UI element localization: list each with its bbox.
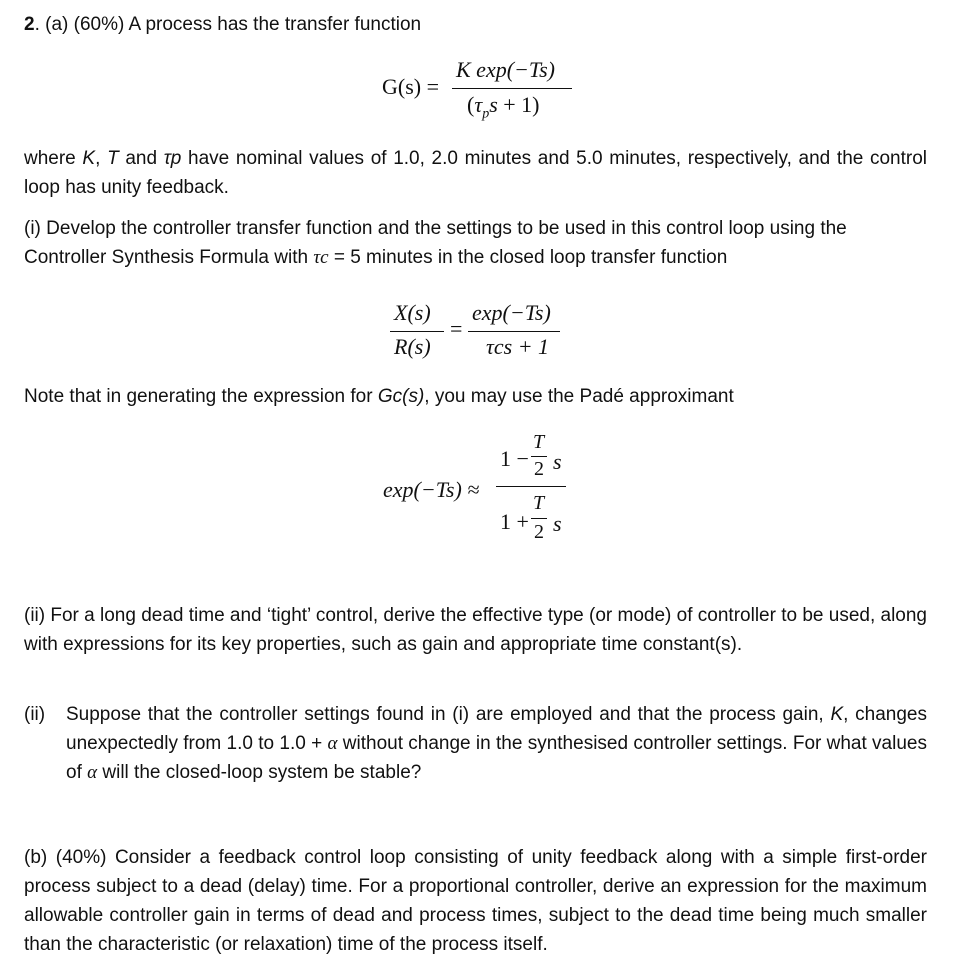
eq3-bottom-one: 1 + — [500, 509, 529, 534]
eq3-bottom-s: s — [553, 511, 562, 536]
eq3-bottom-two: 2 — [534, 521, 544, 543]
eq1-fraction-bar — [452, 88, 572, 89]
eq3-top-s: s — [553, 449, 562, 474]
eq3-top-T: T — [533, 431, 545, 453]
eq1-numerator: K exp(−Ts) — [456, 57, 555, 82]
eq1-lhs: G(s) = — [382, 74, 440, 99]
eq3-lhs: exp(−Ts) ≈ — [383, 477, 480, 502]
eq2-rhs-numerator: exp(−Ts) — [472, 300, 551, 325]
eq1-denominator: $(\tau_ps + 1)$ — [467, 92, 540, 122]
paragraph-part-b: (b) (40%) Consider a feedback control loop consisting of unity feedback along with a simple first-order process subject to a dead (delay) time. For a proportional controller, derive an expression for the maximum allowable controller gain in terms of dead and process times, subject to the dead time being much smaller than the characteristic (or relaxation) time of the process itself. — [24, 847, 927, 955]
eq3-top-one: 1 − — [500, 446, 529, 471]
eq3-bottom-T: T — [533, 492, 545, 514]
eq2-lhs-bar — [390, 331, 444, 332]
item-label: (ii) — [24, 704, 46, 725]
eq2-rhs-bar — [468, 331, 560, 332]
eq3-bottom-small-bar — [531, 518, 547, 519]
paragraph-part-ii-controller-type: (ii) For a long dead time and ‘tight’ control, derive the effective type (or mode) of controller to be used, along with expressions for its key properties, such as gain and appropriate time constant(s). — [24, 605, 927, 655]
eq2-rhs-denominator: τcs + 1 — [486, 334, 550, 359]
question-heading: 2. (a) (60%) A process has the transfer function — [24, 14, 422, 35]
paragraph-note: Note that in generating the expression for Gc(s), you may use the Padé approximant — [24, 386, 734, 407]
paragraph-part-i: (i) Develop the controller transfer function and the settings to be used in this control loop using the Controller Synthesis Formula with τc = 5 minutes in the closed loop transfer function — [24, 218, 847, 268]
eq2-lhs-denominator: R(s) — [394, 334, 431, 359]
eq3-top-two: 2 — [534, 458, 544, 480]
paragraph-part-ii-stability: Suppose that the controller settings found in (i) are employed and that the process gain, K, changes unexpectedly from 1.0 to 1.0 + α without change in the synthesised controller settings. For what values of α will the closed-loop system be stable? — [66, 704, 927, 783]
paragraph-nominal-values: where K, T and τp have nominal values of 1.0, 2.0 minutes and 5.0 minutes, respectively, and the control loop has unity feedback. — [24, 148, 928, 198]
eq3-main-bar — [496, 486, 566, 487]
eq3-top-small-bar — [531, 456, 547, 457]
eq2-lhs-numerator: X(s) — [394, 300, 431, 325]
eq2-equals: = — [450, 316, 463, 341]
